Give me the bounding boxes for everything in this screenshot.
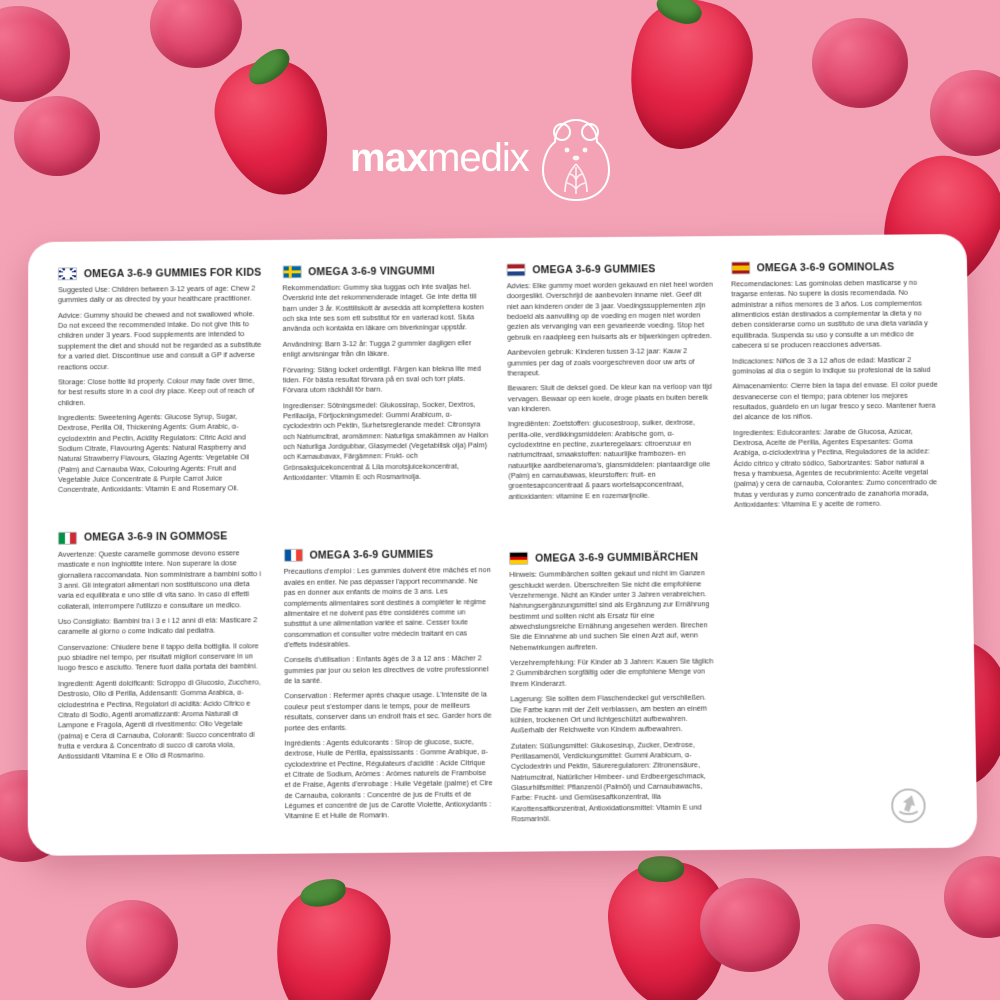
block-paragraph: Zutaten: Süßungsmittel: Glukosesirup, Zucker, Dextrose, Perillasamenöl, Verdickungsmittel: Gummi Arabicum, α-Cyclodextrin und Pektin, Säureregulatoren: Zitronensäure, Natriumcitrat, Natürlicher Himbeer- und Erdbeergeschmack, Glasurhilfsmittel: Pflanzenöl (Palmöl) und Carnaubawachs, Farbe: Frucht- und Gemüsesaftkonzentrat, lila Karottensaftkonzentrat, Antioxidationsmittel: Vitamin E und Rosmarinöl. xyxy=(510,739,706,824)
green-dot-recycle-icon xyxy=(890,787,927,824)
block-paragraph: Advies: Elke gummy moet worden gekauwd en niet heel worden doorgeslikt. Overschrijd de aanbevolen inname niet. Geef dit niet aan kinderen onder de 3 jaar. Voedingssupplementen zijn bedoeld als aanvulling op de voeding en mogen niet worden gezien als vervanging van een gevarieerde voeding. Stop het gebruik en raadpleeg een huisarts als er bijwerkingen optreden. xyxy=(506,279,713,342)
raspberry-decoration xyxy=(150,0,242,68)
label-column-1 xyxy=(58,266,267,845)
label-block-sv xyxy=(282,264,490,484)
label-block-en xyxy=(58,266,265,496)
block-paragraph: Conseils d'utilisation : Enfants âgés de 3 à 12 ans : Mâcher 2 gummies par jour ou selon les directives de votre professionnel de la santé. xyxy=(283,653,489,686)
block-body xyxy=(58,548,266,763)
raspberry-decoration xyxy=(14,96,100,176)
block-body xyxy=(731,278,941,511)
raspberry-decoration xyxy=(812,18,908,108)
label-column-2 xyxy=(282,264,493,843)
block-paragraph: Ingredientes: Edulcorantes: Jarabe de Glucosa, Azúcar, Dextrosa, Aceite de Perilla, Agentes Espesantes: Goma Arábiga, α-ciclodextrina y Pectina, Reguladores de la acidez: Ácido cítrico y citrato sódico, Saborizantes: Sabor natural a fresa y frambuesa, Agentes de recubrimiento: Aceite vegetal (palma) y cera de carnauba, Colorantes: Zumo concentrado de frutas y verduras y zumo concentrado de zanahoria morada, Antioxidantes: Vitamina E y aceite de romero. xyxy=(732,426,938,510)
label-block-fr xyxy=(284,548,494,823)
block-paragraph: Verzehrempfehlung: Für Kinder ab 3 Jahren: Kauen Sie täglich 2 Gummibärchen sorgfältig oder die empfohlene Menge von Ihrem Kinderarzt. xyxy=(510,656,714,689)
brand-logo xyxy=(350,112,613,204)
flag-spain-icon xyxy=(731,261,750,274)
raspberry-decoration xyxy=(0,6,70,102)
block-paragraph: Ingredienser: Sötningsmedel: Glukossirap, Socker, Dextros, Perillaolja, Förtjockningsmedel: Gummi Arabicum, α-cyclodextrin och Pektin, Surhetsreglerande medel: Citronsyra och Natriumcitrat, aromämnen: Naturliga smakämnen av Hallon och Naturliga Jordgubbar, Glasymedel (Vegetabilisk olja) Palm) och Karnaubavax, Färgämnen: Frukt- och Grönsaksjuicekoncentrat & Lila morotsjuicekoncentrat, Antioxidanter: Vitamin E och Rosmarinolja. xyxy=(282,399,489,483)
block-paragraph: Suggested Use: Children between 3-12 years of age: Chew 2 gummies daily or as directed by your healthcare practitioner. xyxy=(58,283,256,305)
flag-germany-icon xyxy=(509,552,528,565)
block-body xyxy=(58,284,265,496)
label-column-4 xyxy=(731,260,947,839)
raspberry-decoration xyxy=(828,924,920,1000)
raspberry-decoration xyxy=(944,856,1000,938)
block-paragraph: Ingredients: Sweetening Agents: Glucose Syrup, Sugar, Dextrose, Perilla Oil, Thickening Agents: Gum Arabic, α-cyclodextrin and Pectin, Acidity Regulators: Citric Acid and Sodium Citrate, Flavouring Agents: Natural Raspberry and Natural Strawberry Flavours, Glazing Agents: Vegetable Oil (Palm) and Carnauba Wax, Colouring Agents: Fruit and Vegetable Juice Concentrate & Purple Carrot Juice Concentrate, Antioxidants: Vitamin E and Rosemary Oil. xyxy=(57,411,250,495)
brand-wordmark xyxy=(350,136,529,181)
block-title: OMEGA 3-6-9 GUMMIES xyxy=(532,262,656,276)
block-body xyxy=(284,566,494,823)
brand-name-bold: max xyxy=(350,135,428,180)
block-paragraph: Conservation : Refermer après chaque usage. L'intensité de la couleur peut s'estomper dans le temps, pour de meilleurs résultats, conserver dans un endroit frais et sec. Garder hors de portée des enfants. xyxy=(284,689,492,733)
product-label-card xyxy=(28,234,978,856)
block-paragraph: Ingredienti: Agenti dolcificanti: Sciroppo di Glucosio, Zucchero, Destrosio, Olio di Perilla, Addensanti: Gomma Arabica, α-ciclodestrina e Pectina, Regolatori di acidità: Acido Citrico e Citrato di Sodio, Agenti aromatizzanti: Aroma Naturali di Lampone e Fragola, Agenti di rivestimento: Olio Vegetale (palma) e Cera di Carnauba, Coloranti: Succo concentrato di frutta e verdura & Concentrato di succo di carota viola, Antiossidanti Vitamina E e Olio di Rosmarino. xyxy=(57,677,261,762)
block-paragraph: Förvaring: Stäng locket ordentligt. Färgen kan blekna lite med tiden. För bästa resultat förvara på en sval och torr plats. Förvara utom räckhåll för barn. xyxy=(282,363,482,395)
label-block-de xyxy=(509,550,720,825)
label-columns xyxy=(58,260,947,845)
block-paragraph: Bewaren: Sluit de deksel goed. De kleur kan na verloop van tijd vervagen. Bewaar op een koele, droge plaats en buiten bereik van kinderen. xyxy=(507,381,712,414)
block-paragraph: Recomendaciones: Las gominolas deben masticarse y no tragarse enteras. No supere la dosis recomendada. No administrar a niños menores de 3 años. Los complementos alimenticios están destinados a complementar la dieta y no deben considerarse como un sustituto de una dieta variada y equilibrada. Suspenda su uso y consulte a un médico de cabecera si se producen reacciones adversas. xyxy=(730,277,928,350)
raspberry-decoration xyxy=(930,70,1000,156)
label-block-it xyxy=(58,530,266,762)
flag-france-icon xyxy=(284,549,303,562)
block-body xyxy=(282,282,490,484)
block-body xyxy=(507,280,716,503)
block-paragraph: Lagerung: Sie sollten dem Flaschendeckel gut verschließen. Die Farbe kann mit der Zeit verblassen, am besten an einem kühlen, trockenen Ort und lichtgeschützt aufbewahren. Außerhalb der Reichweite von Kindern aufbewahren. xyxy=(510,692,708,735)
block-title: OMEGA 3-6-9 GUMMIES xyxy=(309,548,434,562)
flag-italy-icon xyxy=(58,532,77,545)
block-paragraph: Indicaciones: Niños de 3 a 12 años de edad: Masticar 2 gominolas al día o según lo indique su profesional de la salud xyxy=(732,354,931,376)
flag-united-kingdom-icon xyxy=(58,267,77,280)
block-paragraph: Précautions d'emploi : Les gummies doivent être mâchés et non avalés en entier. Ne pas dépasser l'apport recommandé. Ne pas en donner aux enfants de moins de 3 ans. Les compléments alimentaires sont destinés à compléter le régime alimentaire et ne doivent pas être considérés comme un substitut à une alimentation variée et saine. Cesser toute consommation et consulter votre médecin traitant en cas d'effets indésirables. xyxy=(283,565,491,650)
block-paragraph: Storage: Close bottle lid properly. Colour may fade over time, for best results store in a cool dry place. Keep out of reach of children. xyxy=(57,375,255,407)
label-block-nl xyxy=(507,262,716,502)
raspberry-decoration xyxy=(86,900,178,988)
raspberry-decoration xyxy=(700,878,800,972)
block-paragraph: Aanbevolen gebruik: Kinderen tussen 3-12 jaar: Kauw 2 gummies per dag of zoals voorgeschreven door uw arts of therapeut. xyxy=(507,346,695,378)
block-paragraph: Användning: Barn 3-12 år: Tugga 2 gummier dagligen eller enligt anvisningar från din läkare. xyxy=(282,337,472,359)
block-paragraph: Uso Consigliato: Bambini tra i 3 e i 12 anni di età: Masticare 2 caramelle al giorno o come indicato dal pediatra. xyxy=(57,615,258,637)
label-block-es xyxy=(731,260,942,511)
block-title: OMEGA 3-6-9 GUMMIES FOR KIDS xyxy=(83,266,262,280)
flag-netherlands-icon xyxy=(507,263,526,276)
bear-gummy-logo-icon xyxy=(539,112,613,204)
block-title: OMEGA 3-6-9 IN GOMMOSE xyxy=(83,530,228,544)
block-paragraph: Hinweis: Gummibärchen sollten gekaut und nicht im Ganzen geschluckt werden. Überschreiten Sie nicht die empfohlene Verzehrmenge. Nicht an Kinder unter 3 Jahren verabreichen. Nahrungsergänzungsmittel sind als Ergänzung zur Ernährung bestimmt und sollten nicht als Ersatz für eine abwechslungsreiche Ernährung angesehen werden. Brechen Sie die Einnahme ab und suchen Sie einen Arzt auf, wenn Nebenwirkungen auftreten. xyxy=(509,568,710,652)
strawberry-decoration xyxy=(614,0,765,162)
block-body xyxy=(509,568,720,825)
block-paragraph: Rekommendation: Gummy ska tuggas och inte svaljas hel. Överskrid inte det rekommenderade intaget. Ge inte detta till barn under 3 år. Kosttillskott är avsedda att komplettera kosten och ska inte ses som ett substitut för en varierad kost. Sluta använda och kontakta en läkare om biverkningar uppstår. xyxy=(282,281,484,334)
block-paragraph: Almacenamiento: Cierre bien la tapa del envase. El color puede desvanecerse con el tiempo; para obtener los mejores resultados, guárdelo en un lugar fresco y seco. Mantener fuera del alcance de los niños. xyxy=(732,379,938,422)
block-paragraph: Conservazione: Chiudere bene il tappo della bottiglia. Il colore può sbiadire nel tempo, per risultati migliori conservare in un luogo fresco e asciutto. Tenere fuori dalla portata dei bambini. xyxy=(57,640,259,673)
flag-sweden-icon xyxy=(282,265,301,278)
brand-name-light: medix xyxy=(427,135,529,180)
label-column-3 xyxy=(507,262,721,841)
block-title: OMEGA 3-6-9 GOMINOLAS xyxy=(756,260,895,274)
block-paragraph: Ingrediënten: Zoetstoffen: glucosestroop, suiker, dextrose, perilla-olie, verdikkingsmiddelen: Arabische gom, α-cyclodextrine en pectine, zuurteregelaars: citroenzuur en natriumcitraat, smaakstoffen: natuurlijke frambozen- en natuurlijke aardbeienaroma's, glansmiddelen: plantaardige olie (Palm) en carnaubawas, kleurstoffen: fruit- en groentesapconcentraat & paars wortelsapconcentraat, antioxidanten: vitamine E en rozemarijnolie. xyxy=(507,417,711,501)
block-paragraph: Ingrédients : Agents édulcorants : Sirop de glucose, sucre, dextrose, Huile de Périlla, épaississants : Gomme Arabique, α-cyclodextrine et Pectine, Régulateurs d'acidité : Acide Citrique et Citrate de Sodium, Arômes : Arômes naturels de Framboise et de Fraise, Agents d'enrobage : Huile Végétale (palme) et Cire de Carnauba, colorants : Concentré de jus de Fruits et de Légumes et concentré de jus de Carotte Violette, Antioxydants : Vitamine E et Huile de Romarin. xyxy=(284,736,493,821)
block-title: OMEGA 3-6-9 VINGUMMI xyxy=(308,264,435,278)
block-title: OMEGA 3-6-9 GUMMIBÄRCHEN xyxy=(535,550,699,565)
block-paragraph: Avvertenze: Queste caramelle gommose devono essere masticate e non inghiottite intere. Non superare la dose giornaliera raccomandata. Non somministrare a bambini sotto i 3 anni. Gli integratori alimentari non sostituiscono una dieta varia ed equilibrata e uno stile di vita sano. In caso di effetti collaterali, interrompere l'utilizzo e consultare un medico. xyxy=(57,548,261,611)
block-paragraph: Advice: Gummy should be chewed and not swallowed whole. Do not exceed the recommended intake. Do not give this to children under 3 years. Food supplements are intended to supplement the diet and should not be regarded as a substitute for a varied diet. Discontinue use and consult a GP if adverse reactions occur. xyxy=(57,309,262,372)
